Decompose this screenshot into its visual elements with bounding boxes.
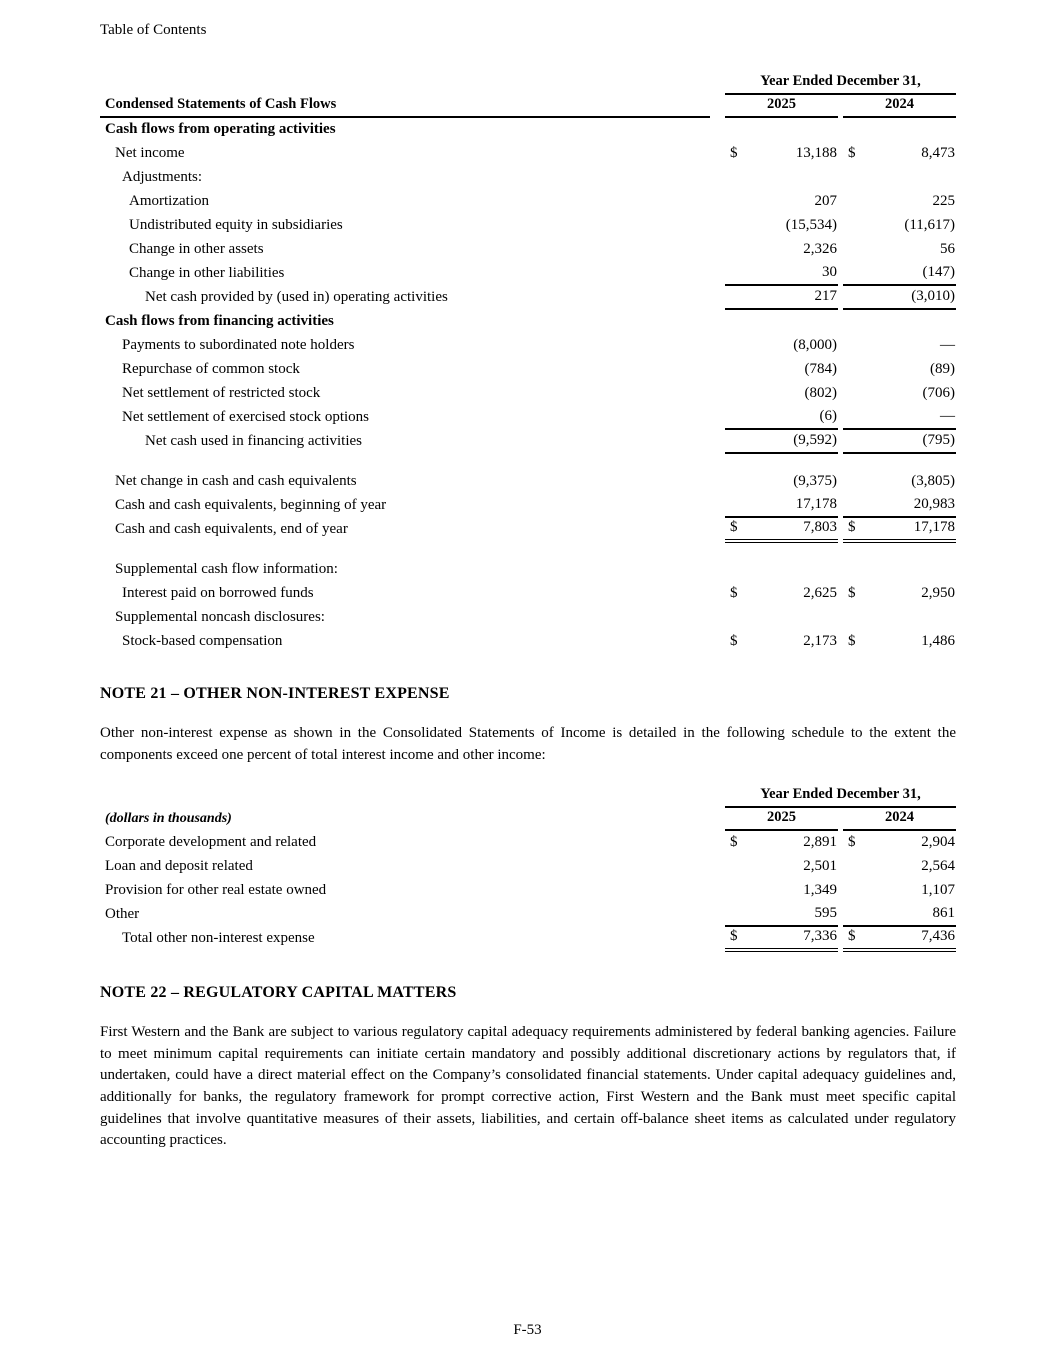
cell-value: (147) bbox=[922, 264, 956, 280]
row-label: Undistributed equity in subsidiaries bbox=[129, 217, 343, 233]
value-2024 bbox=[843, 878, 956, 902]
row-label: Amortization bbox=[129, 193, 209, 209]
currency-symbol: $ bbox=[730, 585, 738, 601]
note22-paragraph: First Western and the Bank are subject to various regulatory capital adequacy requirements administered by federal banking agencies. Failure to meet minimum capital requirements can initiate certain mandatory and possibly additional discretionary actions by regulators that, if undertaken, could have a direct material effect on the Company’s consolidated financial statements. Under capital adequacy guidelines and, additionally for banks, the regulatory framework for prompt corrective action, First Western and the Bank must meet specific capital guidelines that involve quantitative measures of their assets, liabilities, and certain off-balance sheet items as calculated under regulatory accounting practices. bbox=[100, 1024, 956, 1149]
column-gap bbox=[710, 165, 725, 189]
row-label: Adjustments: bbox=[122, 169, 203, 185]
column-gap bbox=[710, 261, 725, 285]
value-2025 bbox=[725, 517, 838, 541]
cell-value: 1,486 bbox=[921, 633, 956, 649]
value-2024 bbox=[843, 237, 956, 261]
table-row bbox=[100, 285, 956, 309]
table-row bbox=[100, 493, 956, 517]
cash-flow-table bbox=[100, 73, 956, 653]
table-row bbox=[100, 629, 956, 653]
currency-symbol: $ bbox=[848, 633, 856, 649]
column-gap bbox=[100, 541, 710, 557]
row-label: Supplemental cash flow information: bbox=[115, 561, 338, 577]
value-2024 bbox=[843, 854, 956, 878]
value-2025 bbox=[725, 285, 838, 309]
column-gap bbox=[710, 189, 725, 213]
column-gap bbox=[710, 830, 725, 854]
table-row bbox=[100, 309, 956, 333]
value-2025 bbox=[725, 309, 838, 333]
cell-value: 595 bbox=[814, 905, 837, 922]
currency-symbol: $ bbox=[848, 928, 856, 945]
cell-value: 7,436 bbox=[921, 928, 956, 945]
value-2024 bbox=[843, 902, 956, 926]
value-2025 bbox=[725, 165, 838, 189]
column-gap bbox=[710, 493, 725, 517]
table-row bbox=[100, 926, 956, 950]
value-2025 bbox=[725, 902, 838, 926]
cell-value: (9,592) bbox=[793, 432, 837, 448]
value-2025 bbox=[725, 141, 838, 165]
table-row bbox=[100, 405, 956, 429]
table-row bbox=[100, 261, 956, 285]
currency-symbol: $ bbox=[848, 145, 856, 161]
column-gap bbox=[710, 605, 725, 629]
column-gap bbox=[710, 213, 725, 237]
value-2025 bbox=[725, 261, 838, 285]
row-label: Cash flows from operating activities bbox=[105, 121, 336, 137]
table-title: Condensed Statements of Cash Flows bbox=[100, 94, 710, 117]
cell-value: — bbox=[940, 408, 956, 424]
cell-value: 17,178 bbox=[913, 519, 956, 535]
currency-symbol: $ bbox=[730, 519, 738, 535]
value-2024 bbox=[843, 469, 956, 493]
cell-value: (706) bbox=[922, 385, 956, 401]
cell-value: (9,375) bbox=[793, 473, 837, 489]
cell-value: 207 bbox=[814, 193, 837, 209]
year-column-header-2025: 2025 bbox=[725, 94, 838, 117]
cell-value: 17,178 bbox=[795, 496, 837, 512]
column-header-row bbox=[100, 94, 956, 117]
cell-value: 8,473 bbox=[921, 145, 956, 161]
row-label: Net change in cash and cash equivalents bbox=[115, 473, 357, 489]
value-2025 bbox=[725, 405, 838, 429]
value-2025 bbox=[725, 629, 838, 653]
cash-flow-table-body bbox=[100, 117, 956, 653]
value-2024 bbox=[843, 381, 956, 405]
column-gap bbox=[725, 453, 838, 469]
value-2024 bbox=[843, 165, 956, 189]
cell-value: 861 bbox=[932, 905, 956, 922]
value-2024 bbox=[843, 429, 956, 453]
row-label: Net settlement of restricted stock bbox=[122, 385, 321, 401]
table-row bbox=[100, 213, 956, 237]
column-gap bbox=[710, 405, 725, 429]
note22-heading: NOTE 22 – REGULATORY CAPITAL MATTERS bbox=[100, 984, 457, 1002]
table-row bbox=[100, 117, 956, 141]
row-label: Payments to subordinated note holders bbox=[122, 337, 355, 353]
currency-symbol: $ bbox=[730, 928, 738, 945]
cell-value: 7,336 bbox=[803, 928, 837, 945]
period-header-row bbox=[100, 786, 956, 807]
table-row bbox=[100, 581, 956, 605]
cell-value: (3,010) bbox=[911, 288, 956, 304]
column-gap bbox=[843, 453, 956, 469]
row-label: Corporate development and related bbox=[105, 834, 317, 851]
column-gap bbox=[725, 541, 838, 557]
column-gap bbox=[843, 541, 956, 557]
value-2025 bbox=[725, 926, 838, 950]
cell-value: 217 bbox=[814, 288, 837, 304]
cell-value: 1,349 bbox=[803, 882, 837, 899]
value-2025 bbox=[725, 557, 838, 581]
table-row bbox=[100, 429, 956, 453]
expense-table bbox=[100, 786, 956, 952]
row-label: Cash and cash equivalents, beginning of year bbox=[115, 497, 387, 513]
year-column-header-2024: 2024 bbox=[843, 94, 956, 117]
cell-value: 2,501 bbox=[803, 858, 837, 875]
column-gap bbox=[710, 309, 725, 333]
value-2024 bbox=[843, 357, 956, 381]
column-gap bbox=[710, 381, 725, 405]
column-gap bbox=[710, 557, 725, 581]
cell-value: (15,534) bbox=[785, 217, 837, 233]
row-label: Cash flows from financing activities bbox=[105, 313, 334, 329]
cell-value: (89) bbox=[930, 361, 956, 377]
cell-value: 2,625 bbox=[803, 585, 837, 601]
value-2025 bbox=[725, 213, 838, 237]
value-2025 bbox=[725, 469, 838, 493]
cell-value: 2,173 bbox=[803, 633, 837, 649]
table-row bbox=[100, 381, 956, 405]
table-row bbox=[100, 165, 956, 189]
row-label: Net cash used in financing activities bbox=[145, 433, 363, 449]
column-gap bbox=[710, 517, 725, 541]
value-2024 bbox=[843, 285, 956, 309]
value-2024 bbox=[843, 261, 956, 285]
table-row bbox=[100, 189, 956, 213]
value-2024 bbox=[843, 517, 956, 541]
column-gap bbox=[100, 453, 710, 469]
column-gap bbox=[710, 237, 725, 261]
currency-symbol: $ bbox=[730, 145, 738, 161]
cell-value: 13,188 bbox=[795, 145, 837, 161]
value-2024 bbox=[843, 189, 956, 213]
table-row bbox=[100, 141, 956, 165]
value-2025 bbox=[725, 381, 838, 405]
value-2024 bbox=[843, 926, 956, 950]
column-gap bbox=[710, 141, 725, 165]
value-2025 bbox=[725, 189, 838, 213]
expense-table-body bbox=[100, 830, 956, 950]
column-gap bbox=[710, 117, 725, 141]
value-2025 bbox=[725, 357, 838, 381]
note21-heading: NOTE 21 – OTHER NON-INTEREST EXPENSE bbox=[100, 685, 450, 702]
cell-value: 2,950 bbox=[921, 585, 956, 601]
cell-value: 225 bbox=[932, 193, 956, 209]
value-2025 bbox=[725, 429, 838, 453]
table-row bbox=[100, 237, 956, 261]
table-row bbox=[100, 517, 956, 541]
currency-symbol: $ bbox=[848, 585, 856, 601]
value-2024 bbox=[843, 557, 956, 581]
cell-value: (784) bbox=[804, 361, 837, 377]
table-row bbox=[100, 878, 956, 902]
page-content bbox=[100, 0, 956, 1152]
column-gap bbox=[710, 429, 725, 453]
value-2025 bbox=[725, 581, 838, 605]
value-2025 bbox=[725, 493, 838, 517]
cell-value: (795) bbox=[922, 432, 956, 448]
cell-value: 2,564 bbox=[921, 858, 956, 875]
column-gap bbox=[710, 629, 725, 653]
value-2025 bbox=[725, 854, 838, 878]
row-label: Cash and cash equivalents, end of year bbox=[115, 521, 348, 537]
cell-value: (802) bbox=[804, 385, 837, 401]
cell-value: 2,904 bbox=[921, 834, 956, 851]
cell-value: 30 bbox=[822, 264, 837, 280]
column-gap bbox=[710, 469, 725, 493]
table-row bbox=[100, 557, 956, 581]
cell-value: (3,805) bbox=[911, 473, 956, 489]
column-gap bbox=[710, 285, 725, 309]
value-2024 bbox=[843, 213, 956, 237]
cell-value: 1,107 bbox=[921, 882, 956, 899]
note21-paragraph: Other non-interest expense as shown in the Consolidated Statements of Income is detailed in the following schedule to the extent the components exceed one percent of total interest income and other income: bbox=[100, 725, 956, 763]
column-gap bbox=[710, 453, 725, 469]
value-2024 bbox=[843, 493, 956, 517]
table-units-note: (dollars in thousands) bbox=[105, 811, 232, 827]
currency-symbol: $ bbox=[848, 834, 856, 851]
value-2024 bbox=[843, 309, 956, 333]
value-2025 bbox=[725, 237, 838, 261]
cell-value: 20,983 bbox=[913, 496, 956, 512]
currency-symbol: $ bbox=[848, 519, 856, 535]
table-row bbox=[100, 902, 956, 926]
table-row bbox=[100, 469, 956, 493]
value-2024 bbox=[843, 333, 956, 357]
spacer-row bbox=[100, 453, 956, 469]
value-2024 bbox=[843, 629, 956, 653]
cell-value: 7,803 bbox=[803, 519, 837, 535]
column-gap bbox=[710, 926, 725, 950]
cell-value: (8,000) bbox=[793, 337, 837, 353]
value-2024 bbox=[843, 830, 956, 854]
column-gap bbox=[710, 357, 725, 381]
row-label: Other bbox=[105, 906, 140, 923]
currency-symbol: $ bbox=[730, 633, 738, 649]
row-label: Stock-based compensation bbox=[122, 633, 283, 649]
value-2025 bbox=[725, 605, 838, 629]
cell-value: 56 bbox=[940, 241, 956, 257]
value-2024 bbox=[843, 581, 956, 605]
currency-symbol: $ bbox=[730, 834, 738, 851]
column-gap bbox=[710, 902, 725, 926]
table-row bbox=[100, 605, 956, 629]
row-label: Net income bbox=[115, 145, 185, 161]
row-label: Change in other assets bbox=[129, 241, 264, 257]
column-gap bbox=[710, 541, 725, 557]
value-2025 bbox=[725, 830, 838, 854]
table-row bbox=[100, 333, 956, 357]
column-gap bbox=[710, 581, 725, 605]
value-2024 bbox=[843, 605, 956, 629]
row-label: Supplemental noncash disclosures: bbox=[115, 609, 325, 625]
row-label: Interest paid on borrowed funds bbox=[122, 585, 314, 601]
cell-value: (6) bbox=[819, 408, 837, 424]
column-gap bbox=[710, 878, 725, 902]
row-label: Provision for other real estate owned bbox=[105, 882, 327, 899]
table-row bbox=[100, 830, 956, 854]
spacer-row bbox=[100, 541, 956, 557]
period-header: Year Ended December 31, bbox=[725, 73, 956, 94]
row-label: Total other non-interest expense bbox=[122, 930, 315, 947]
value-2024 bbox=[843, 405, 956, 429]
table-row bbox=[100, 357, 956, 381]
cell-value: 2,891 bbox=[803, 834, 837, 851]
value-2025 bbox=[725, 333, 838, 357]
cell-value: 2,326 bbox=[803, 241, 837, 257]
page-number: F-53 bbox=[513, 1322, 542, 1338]
value-2025 bbox=[725, 878, 838, 902]
period-header-row bbox=[100, 73, 956, 94]
row-label: Loan and deposit related bbox=[105, 858, 253, 875]
column-gap bbox=[710, 854, 725, 878]
column-gap bbox=[710, 333, 725, 357]
table-of-contents-link[interactable]: Table of Contents bbox=[100, 22, 207, 38]
value-2024 bbox=[843, 141, 956, 165]
table-row bbox=[100, 854, 956, 878]
row-label: Net cash provided by (used in) operating activities bbox=[145, 289, 448, 305]
value-2024 bbox=[843, 117, 956, 141]
column-header-row bbox=[100, 807, 956, 830]
row-label: Repurchase of common stock bbox=[122, 361, 300, 377]
period-header: Year Ended December 31, bbox=[725, 786, 956, 807]
row-label: Net settlement of exercised stock options bbox=[122, 409, 370, 425]
row-label: Change in other liabilities bbox=[129, 265, 285, 281]
year-column-header-2025: 2025 bbox=[725, 807, 838, 830]
year-column-header-2024: 2024 bbox=[843, 807, 956, 830]
cell-value: — bbox=[940, 337, 956, 353]
value-2025 bbox=[725, 117, 838, 141]
cell-value: (11,617) bbox=[904, 217, 956, 233]
